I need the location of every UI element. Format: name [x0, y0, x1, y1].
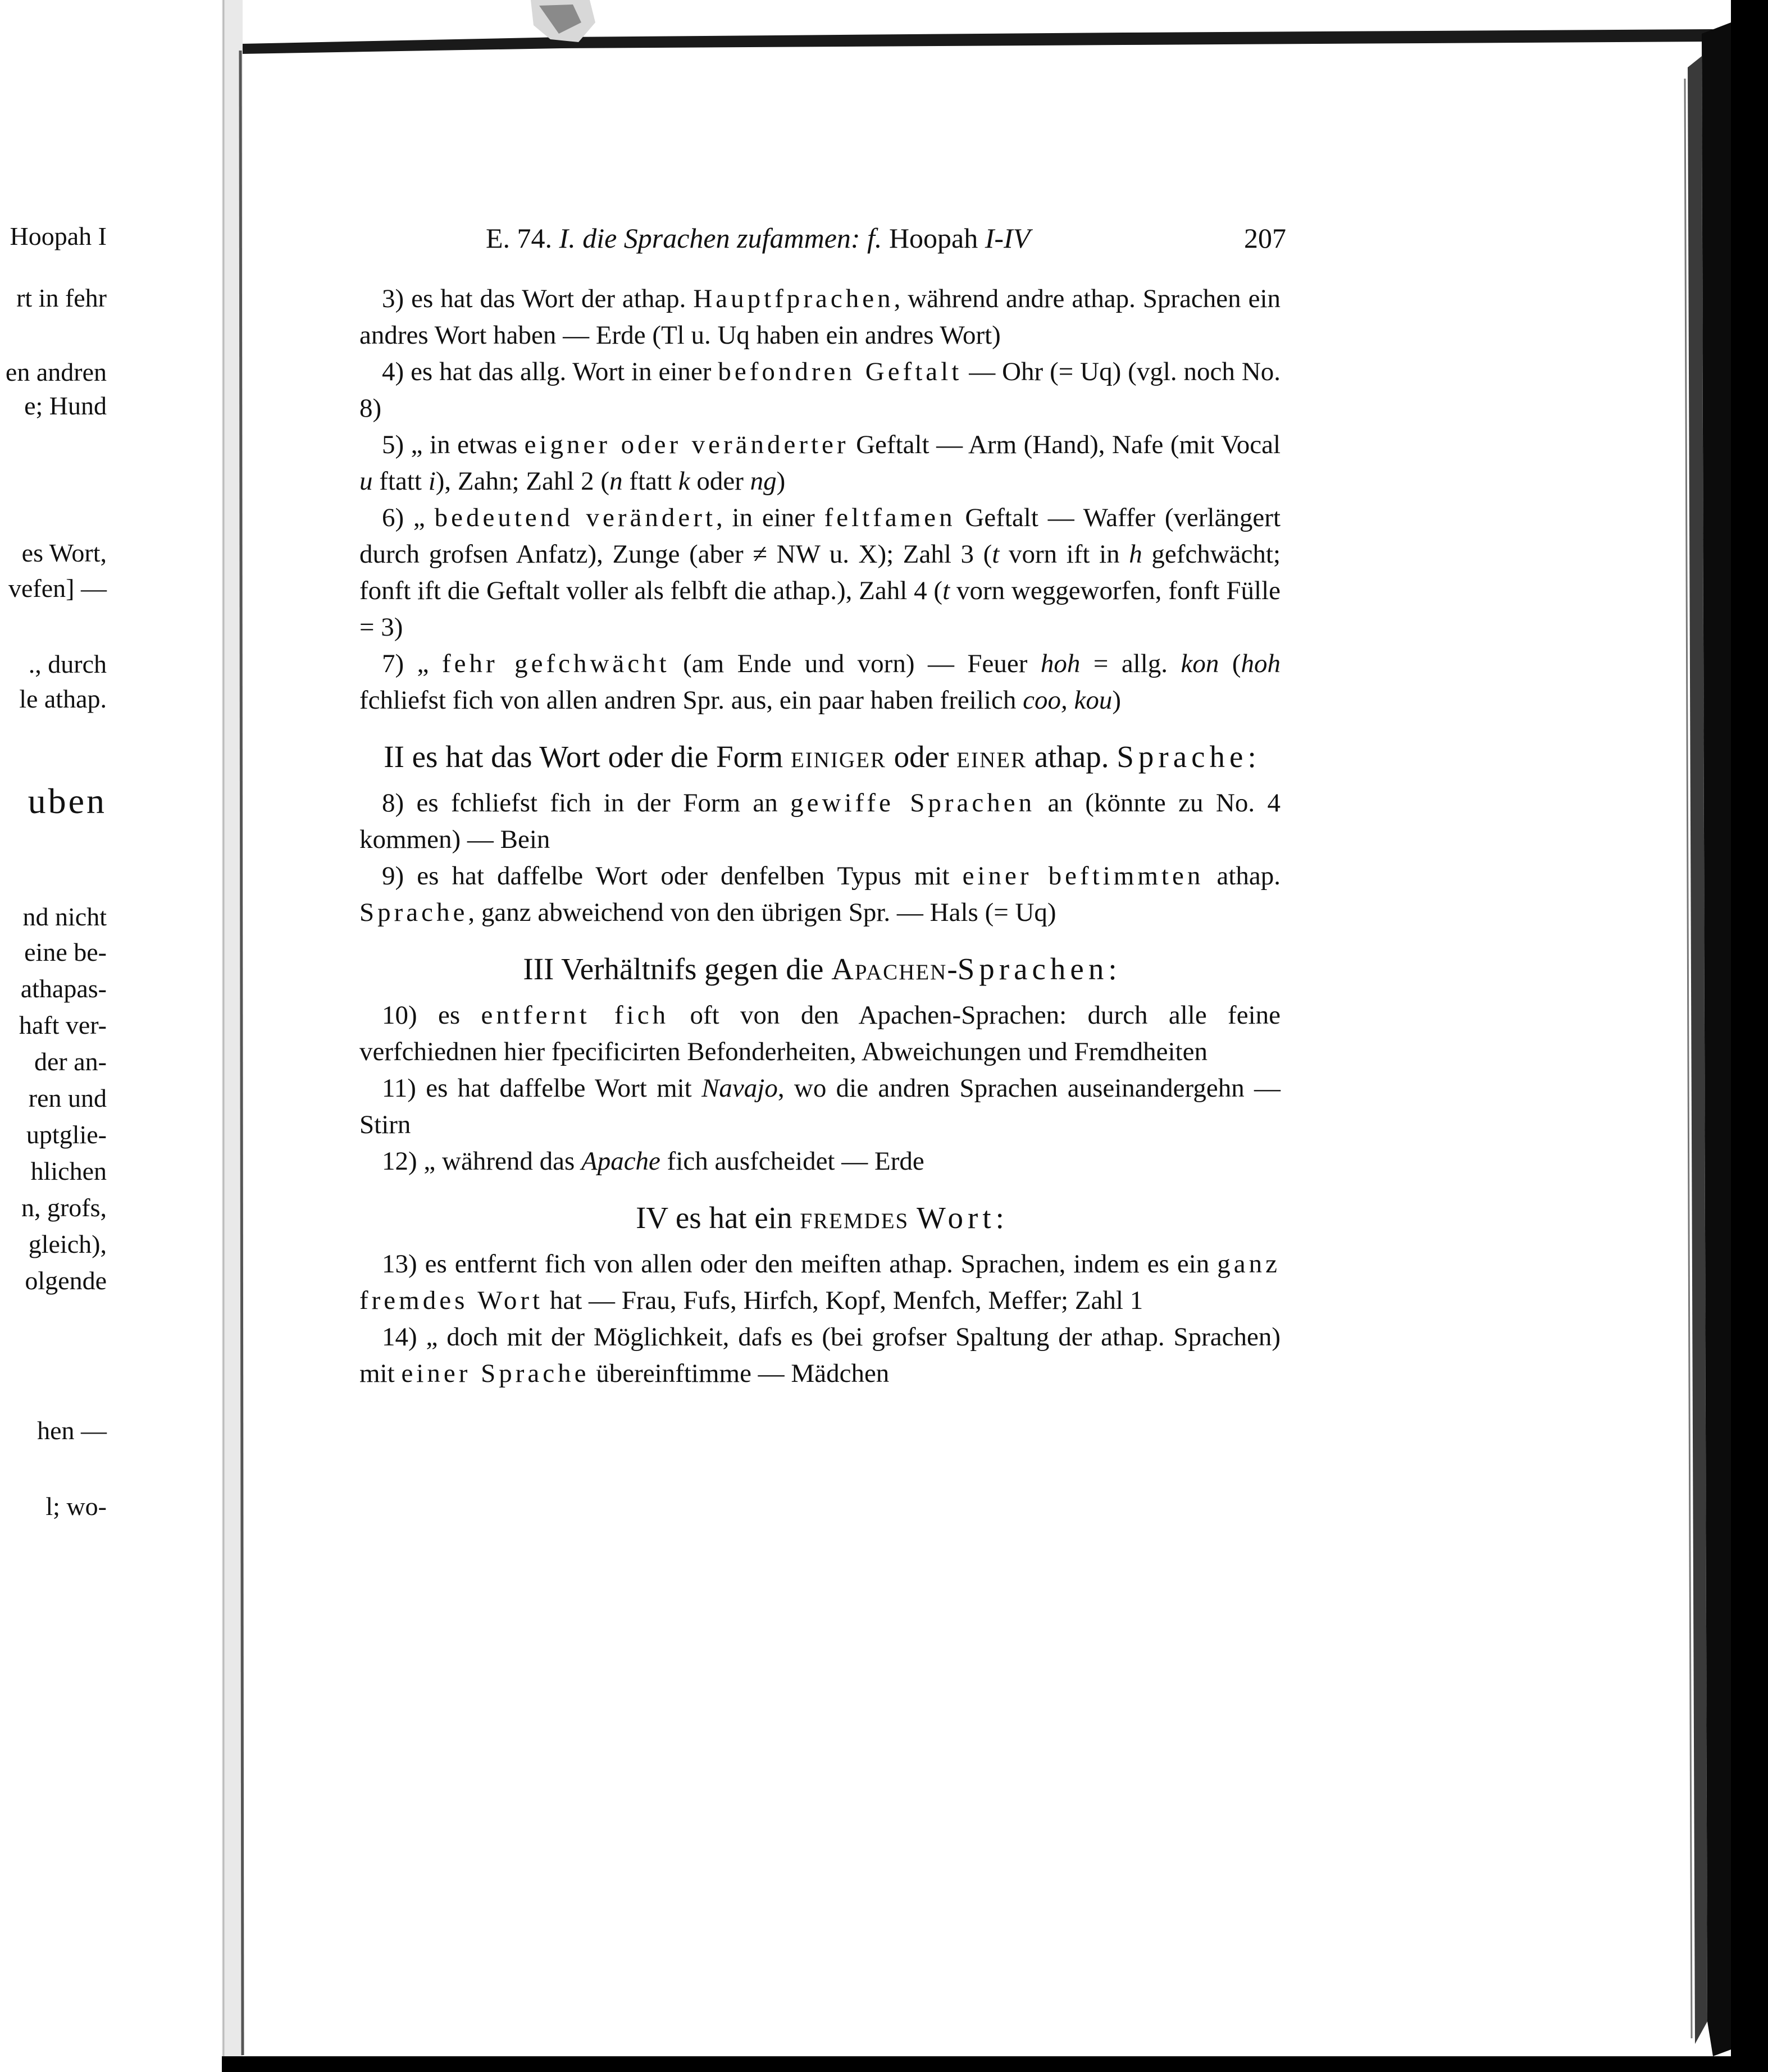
header-title-italic: I. die Sprachen zufammen: f.	[559, 222, 882, 254]
text-run: einer beftimmten	[962, 861, 1204, 891]
text-run: bedeutend verändert	[434, 503, 716, 532]
section-heading	[359, 1198, 1281, 1238]
numbered-item	[359, 1319, 1281, 1392]
text-run: oder	[690, 467, 750, 496]
text-run: Hauptfprachen	[693, 284, 894, 313]
text-run: 12) „ während das	[382, 1147, 581, 1176]
text-run: 6) „	[382, 503, 435, 532]
text-run: t	[992, 540, 1000, 569]
text-run: :	[1247, 740, 1256, 774]
left-page-line: der an-	[34, 1047, 107, 1076]
numbered-item	[359, 500, 1281, 646]
text-run: kon	[1181, 649, 1219, 678]
text-run: einer Sprache	[401, 1359, 590, 1388]
text-run: entfernt fich	[481, 1001, 669, 1030]
text-run: Apache	[581, 1147, 660, 1176]
text-run: athap.	[1026, 740, 1117, 774]
text-run: athap.	[1204, 861, 1281, 891]
text-run: :	[995, 1201, 1004, 1235]
left-page-line: athapas-	[20, 974, 107, 1003]
text-run: IV es hat ein	[636, 1201, 800, 1235]
text-run: 3) es hat das Wort der athap.	[382, 284, 694, 313]
numbered-item	[359, 646, 1281, 719]
text-run: , während andre athap. Sprachen ein andres Wort haben — Erde (Tl u. Uq haben ein andres Wort)	[359, 284, 1281, 350]
left-page-line: ., durch	[28, 650, 107, 678]
text-run: 14) „ doch mit der Möglichkeit, dafs es (bei grofser Spaltung der athap. Sprachen) mit	[359, 1322, 1281, 1388]
text-run: II es hat das Wort oder die Form	[384, 740, 791, 774]
header-ref: E. 74.	[486, 222, 553, 254]
left-page-line: en andren	[5, 358, 107, 386]
text-run: h	[1129, 540, 1142, 569]
text-run: 10) es	[382, 1001, 481, 1030]
numbered-item	[359, 1246, 1281, 1319]
text-run: Geftalt — Arm (Hand), Nafe (mit Vocal	[849, 430, 1281, 459]
numbered-item	[359, 1143, 1281, 1180]
text-run: Apachen	[831, 952, 947, 986]
text-run: hoh	[1040, 649, 1081, 678]
numbered-item	[359, 785, 1281, 858]
previous-page-fragment	[0, 0, 222, 2072]
text-run: fchliefst fich von allen andren Spr. aus, ein paar haben freilich	[359, 686, 1023, 715]
section-heading	[359, 949, 1281, 989]
text-run: (am Ende und vorn) — Feuer	[669, 649, 1041, 678]
text-run: Sprache	[359, 898, 468, 927]
text-run: )	[1112, 686, 1121, 715]
text-run: 11) es hat daffelbe Wort mit	[382, 1074, 702, 1103]
text-run: befondren Geftalt	[718, 357, 963, 386]
left-page-line: es Wort,	[21, 538, 107, 567]
numbered-item	[359, 997, 1281, 1070]
left-page-line: ren und	[28, 1084, 107, 1112]
text-run: gewiffe Sprachen	[790, 788, 1036, 818]
text-run: einiger	[790, 740, 886, 774]
left-page-line: uben	[28, 781, 107, 821]
header-title-range: I-IV	[985, 222, 1031, 254]
text-run: eigner oder veränderter	[524, 430, 849, 459]
text-run: , ganz abweichend von den übrigen Spr. — Hals (= Uq)	[468, 898, 1056, 927]
left-page-line: hlichen	[30, 1157, 107, 1185]
text-run: ftatt	[622, 467, 678, 496]
numbered-item	[359, 354, 1281, 427]
text-run: t	[942, 576, 950, 605]
left-page-line: uptglie-	[26, 1120, 107, 1149]
left-page-line: le athap.	[19, 684, 107, 713]
text-run: , wo die andren Sprachen auseinandergehn — Stirn	[359, 1074, 1281, 1139]
page-number: 207	[1244, 222, 1286, 254]
text-run: 4) es hat das allg. Wort in einer	[382, 357, 718, 386]
text-run: gefchwächt; fonft ift die Geftalt voller als felbft die athap.), Zahl 4 (	[359, 540, 1281, 605]
text-run: :	[1108, 952, 1117, 986]
text-run: 9) es hat daffelbe Wort oder denfelben Typus mit	[382, 861, 963, 891]
left-page-line: gleich),	[28, 1230, 107, 1258]
text-run: feltfamen	[824, 503, 956, 532]
text-run: hat — Frau, Fufs, Hirfch, Kopf, Menfch, Meffer; Zahl 1	[543, 1286, 1143, 1315]
text-run: Sprache	[1117, 740, 1248, 774]
left-page-line: vefen] —	[8, 574, 107, 603]
text-run: Wort	[917, 1201, 996, 1235]
text-run: ), Zahn; Zahl 2 (	[435, 467, 610, 496]
running-header	[241, 222, 1286, 255]
numbered-item	[359, 281, 1281, 354]
left-page-line: nd nicht	[22, 902, 107, 931]
left-page-line: rt in fehr	[16, 284, 107, 312]
text-run: Geftalt — Waffer (verlängert durch grofsen Anfatz), Zunge (aber ≠ NW u. X); Zahl 3 (	[359, 503, 1281, 569]
text-run: — Ohr (= Uq) (vgl. noch No. 8)	[359, 357, 1281, 423]
text-run: übereinftimme — Mädchen	[589, 1359, 890, 1388]
text-run: 8) es fchliefst fich in der Form an	[382, 788, 791, 818]
text-run: k	[678, 467, 690, 496]
text-run: Navajo	[701, 1074, 778, 1103]
left-page-line: e; Hund	[24, 391, 107, 420]
text-run: coo, kou	[1023, 686, 1113, 715]
text-run: vorn weggeworfen, fonft Fülle = 3)	[359, 576, 1281, 642]
text-run: ng	[750, 467, 777, 496]
text-run: ganz fremdes Wort	[359, 1249, 1281, 1315]
left-page-line: olgende	[25, 1266, 107, 1295]
text-run: 5) „ in etwas	[382, 430, 525, 459]
text-run: n	[609, 467, 623, 496]
text-run: oder	[886, 740, 957, 774]
numbered-item	[359, 1070, 1281, 1143]
header-title-name: Hoopah	[888, 222, 978, 254]
text-run: )	[776, 467, 786, 496]
text-run: i	[428, 467, 436, 496]
page-body	[359, 281, 1281, 1392]
text-run: 7) „	[382, 649, 442, 678]
left-page-line: eine be-	[24, 938, 107, 966]
left-page-line: hen —	[37, 1416, 107, 1445]
text-run: , in einer	[716, 503, 824, 532]
header-title	[486, 222, 1030, 254]
text-run: 13) es entfernt fich von allen oder den meiften athap. Sprachen, indem es ein	[382, 1249, 1218, 1279]
text-run: ftatt	[372, 467, 429, 496]
numbered-item	[359, 858, 1281, 931]
text-run: -	[947, 952, 958, 986]
text-run: fehr gefchwächt	[441, 649, 670, 678]
left-page-line: l; wo-	[45, 1492, 107, 1521]
left-page-line: Hoopah I	[10, 222, 107, 250]
text-run: oft von den Apachen-Sprachen: durch alle feine verfchiednen hier fpecificirten Befonderheiten, Abweichungen und Fremdheiten	[359, 1001, 1281, 1066]
text-run: einer	[956, 740, 1027, 774]
text-run: fremdes	[800, 1201, 909, 1235]
text-run: fich ausfcheidet — Erde	[660, 1147, 924, 1176]
text-run: an (könnte zu No. 4 kommen) — Bein	[359, 788, 1281, 854]
text-run: Sprachen	[957, 952, 1109, 986]
left-page-line: haft ver-	[19, 1011, 107, 1039]
text-run: vorn ift in	[999, 540, 1129, 569]
text-run	[909, 1201, 917, 1235]
numbered-item	[359, 427, 1281, 500]
text-run: = allg.	[1080, 649, 1181, 678]
section-heading	[359, 737, 1281, 777]
left-page-line: n, grofs,	[21, 1193, 107, 1222]
text-run: u	[359, 467, 373, 496]
text-run: (	[1219, 649, 1241, 678]
text-run: III Verhältnifs gegen die	[523, 952, 832, 986]
text-run: hoh	[1241, 649, 1281, 678]
